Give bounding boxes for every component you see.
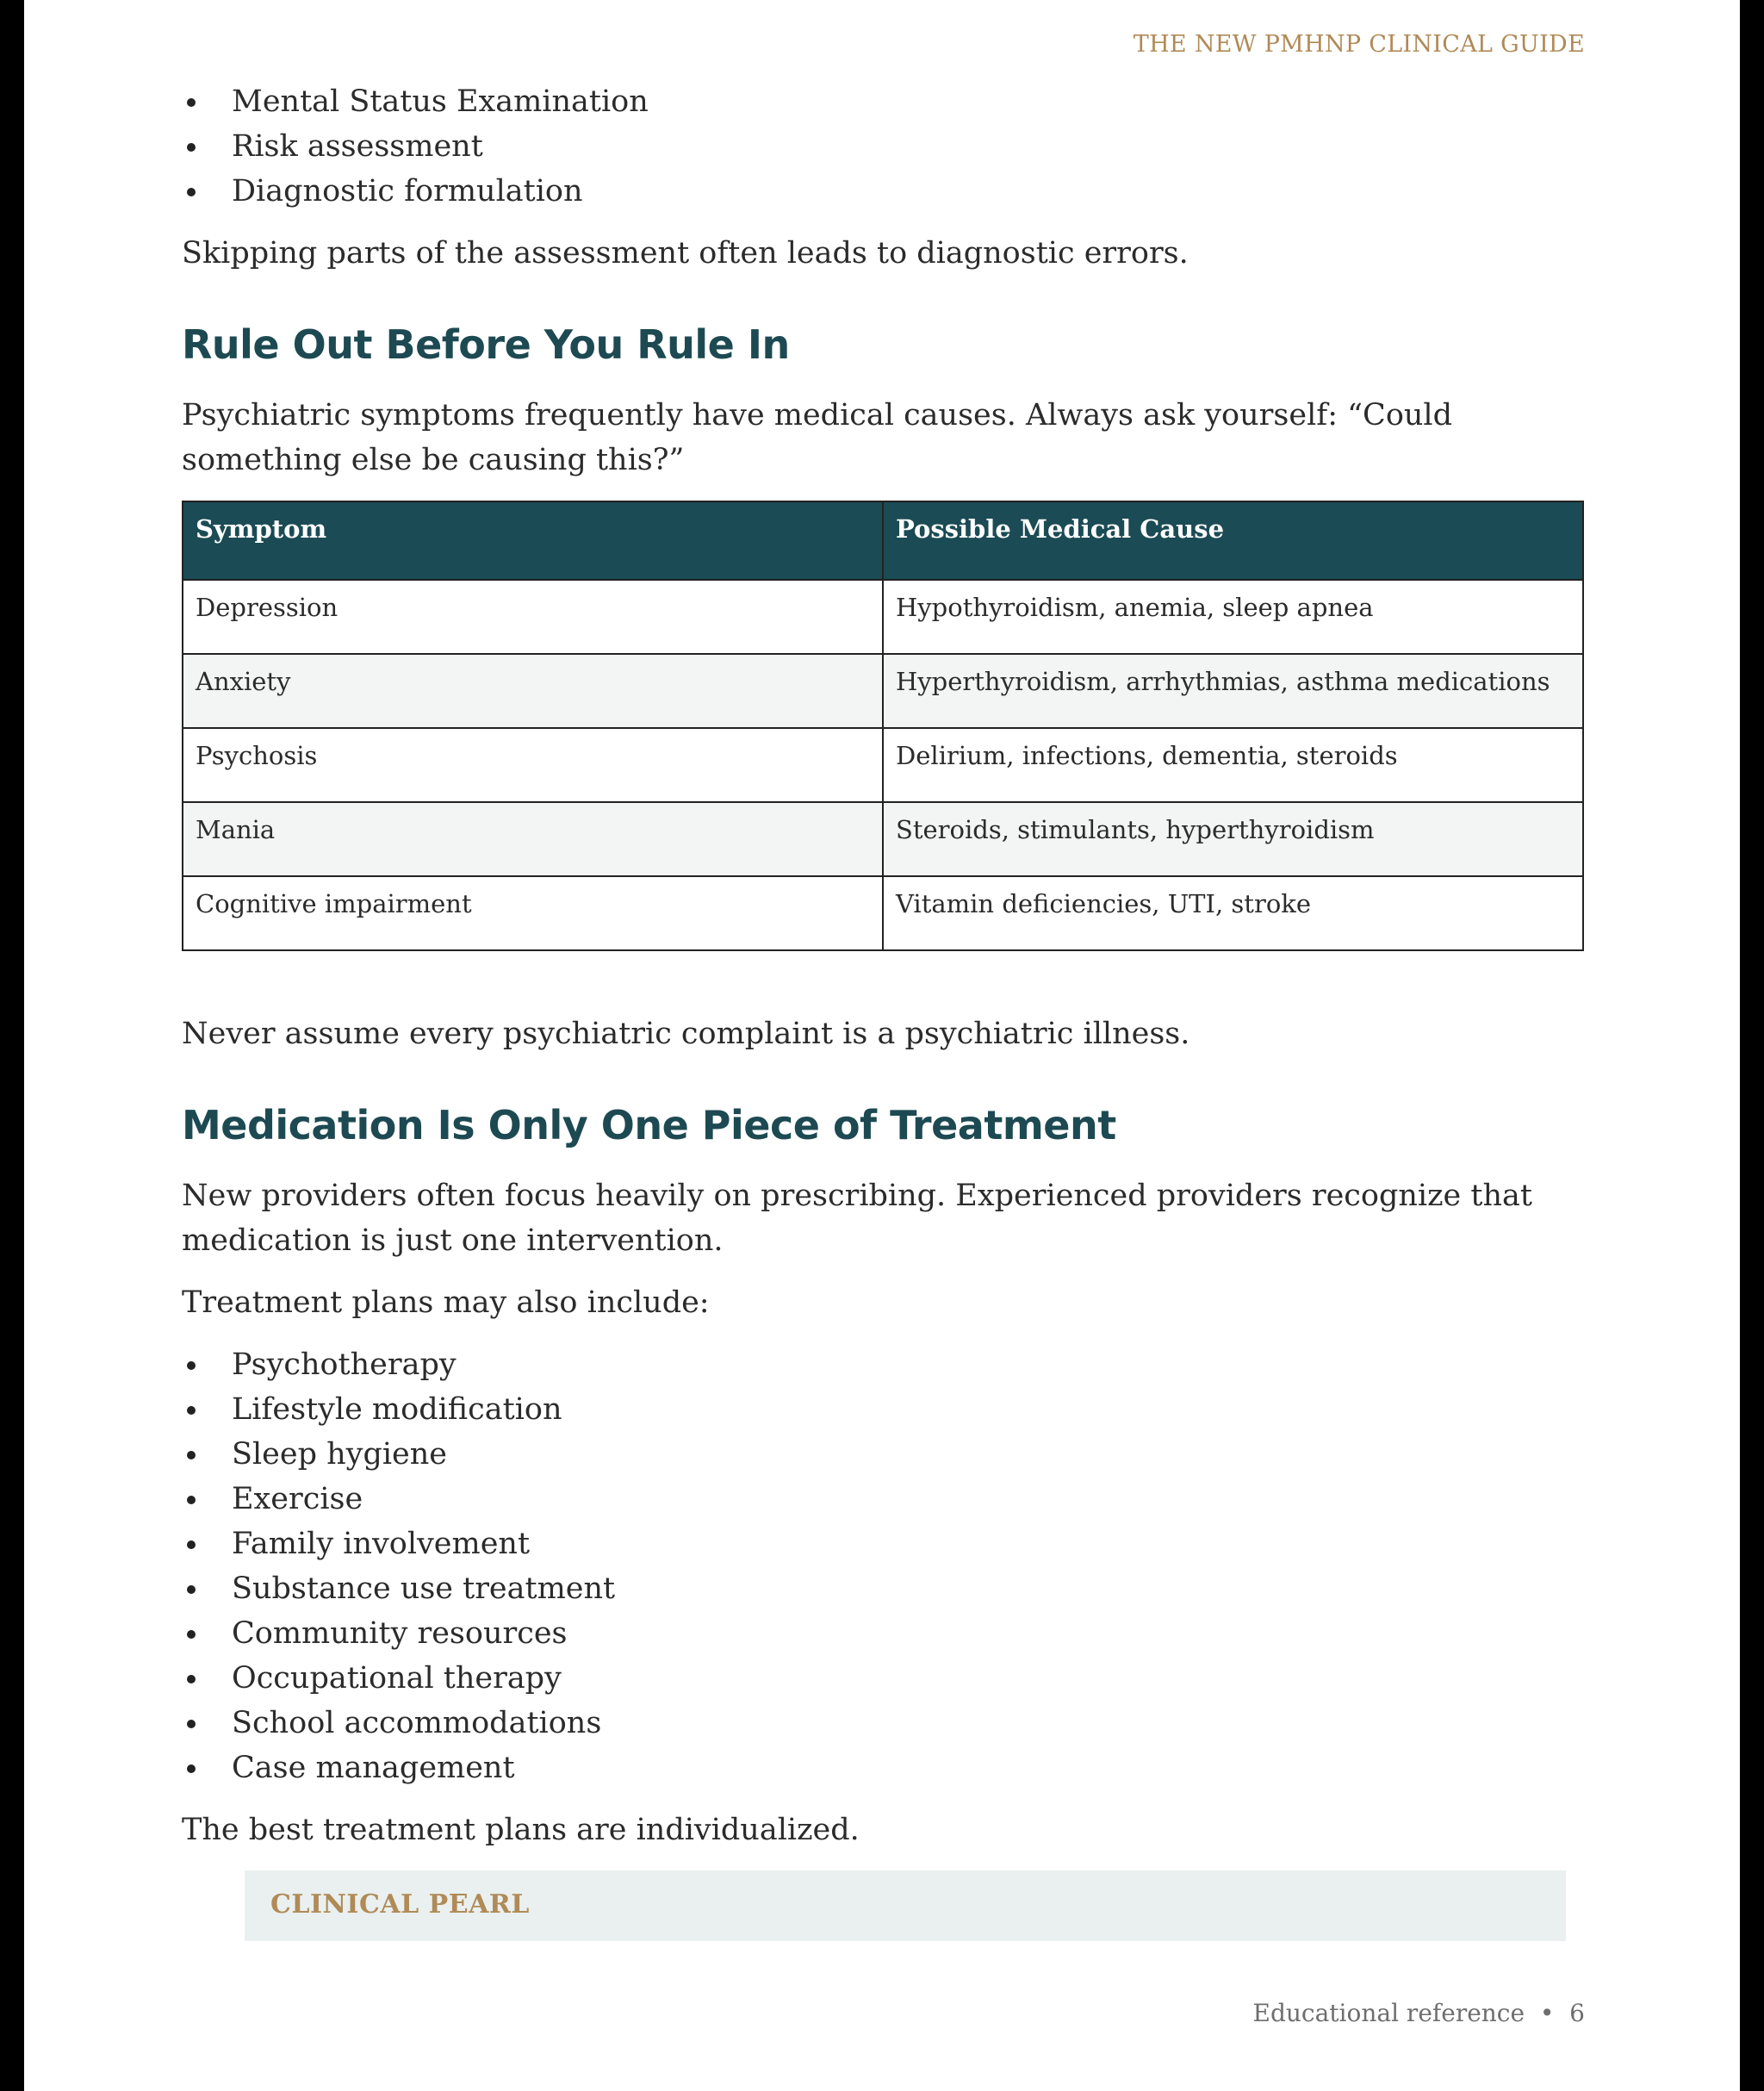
table-cell: Cognitive impairment bbox=[183, 876, 883, 950]
assessment-list bbox=[182, 79, 1584, 214]
table-cell: Vitamin deficiencies, UTI, stroke bbox=[883, 876, 1583, 950]
running-header: THE NEW PMHNP CLINICAL GUIDE bbox=[1133, 31, 1585, 58]
list-item: Lifestyle modification bbox=[182, 1387, 1584, 1432]
table-row bbox=[183, 876, 1583, 950]
list-item: Community resources bbox=[182, 1611, 1584, 1656]
paragraph: Treatment plans may also include: bbox=[182, 1285, 710, 1320]
clinical-pearl-box bbox=[245, 1870, 1566, 1941]
table-row bbox=[183, 728, 1583, 802]
treatment-list bbox=[182, 1342, 1584, 1790]
table-cell: Hyperthyroidism, arrhythmias, asthma medications bbox=[883, 654, 1583, 728]
table-cell: Steroids, stimulants, hyperthyroidism bbox=[883, 802, 1583, 876]
paragraph: New providers often focus heavily on prescribing. Experienced providers recognize that medication is just one intervention. bbox=[182, 1179, 1532, 1258]
list-item: Occupational therapy bbox=[182, 1656, 1584, 1701]
list-item: Family involvement bbox=[182, 1522, 1584, 1566]
column-header: Symptom bbox=[183, 501, 883, 580]
paragraph: Never assume every psychiatric complaint is a psychiatric illness. bbox=[182, 1017, 1190, 1051]
table-cell: Delirium, infections, dementia, steroids bbox=[883, 728, 1583, 802]
list-item: Mental Status Examination bbox=[182, 79, 1584, 124]
list-item: Exercise bbox=[182, 1477, 1584, 1522]
table-row bbox=[183, 802, 1583, 876]
column-header: Possible Medical Cause bbox=[883, 501, 1583, 580]
page-footer: Educational reference • 6 bbox=[1252, 1999, 1585, 2027]
list-item: Diagnostic formulation bbox=[182, 169, 1584, 214]
clinical-pearl-label: CLINICAL PEARL bbox=[270, 1889, 530, 1920]
list-item: Sleep hygiene bbox=[182, 1432, 1584, 1477]
table-cell: Psychosis bbox=[183, 728, 883, 802]
table-cell: Hypothyroidism, anemia, sleep apnea bbox=[883, 580, 1583, 654]
table-row bbox=[183, 580, 1583, 654]
section-heading: Rule Out Before You Rule In bbox=[182, 321, 790, 368]
table-cell: Depression bbox=[183, 580, 883, 654]
paragraph: Skipping parts of the assessment often leads to diagnostic errors. bbox=[182, 236, 1189, 271]
table-cell: Mania bbox=[183, 802, 883, 876]
table-header-row bbox=[183, 501, 1583, 580]
list-item: Risk assessment bbox=[182, 124, 1584, 169]
list-item: Case management bbox=[182, 1746, 1584, 1790]
medical-causes-table bbox=[182, 501, 1584, 951]
list-item: Psychotherapy bbox=[182, 1342, 1584, 1387]
table-row bbox=[183, 654, 1583, 728]
paragraph: Psychiatric symptoms frequently have medical causes. Always ask yourself: “Could something else be causing this?” bbox=[182, 398, 1453, 477]
section-heading: Medication Is Only One Piece of Treatment bbox=[182, 1102, 1116, 1148]
paragraph: The best treatment plans are individualized. bbox=[182, 1813, 860, 1847]
list-item: Substance use treatment bbox=[182, 1566, 1584, 1611]
table-cell: Anxiety bbox=[183, 654, 883, 728]
list-item: School accommodations bbox=[182, 1701, 1584, 1746]
document-page bbox=[24, 0, 1740, 2091]
